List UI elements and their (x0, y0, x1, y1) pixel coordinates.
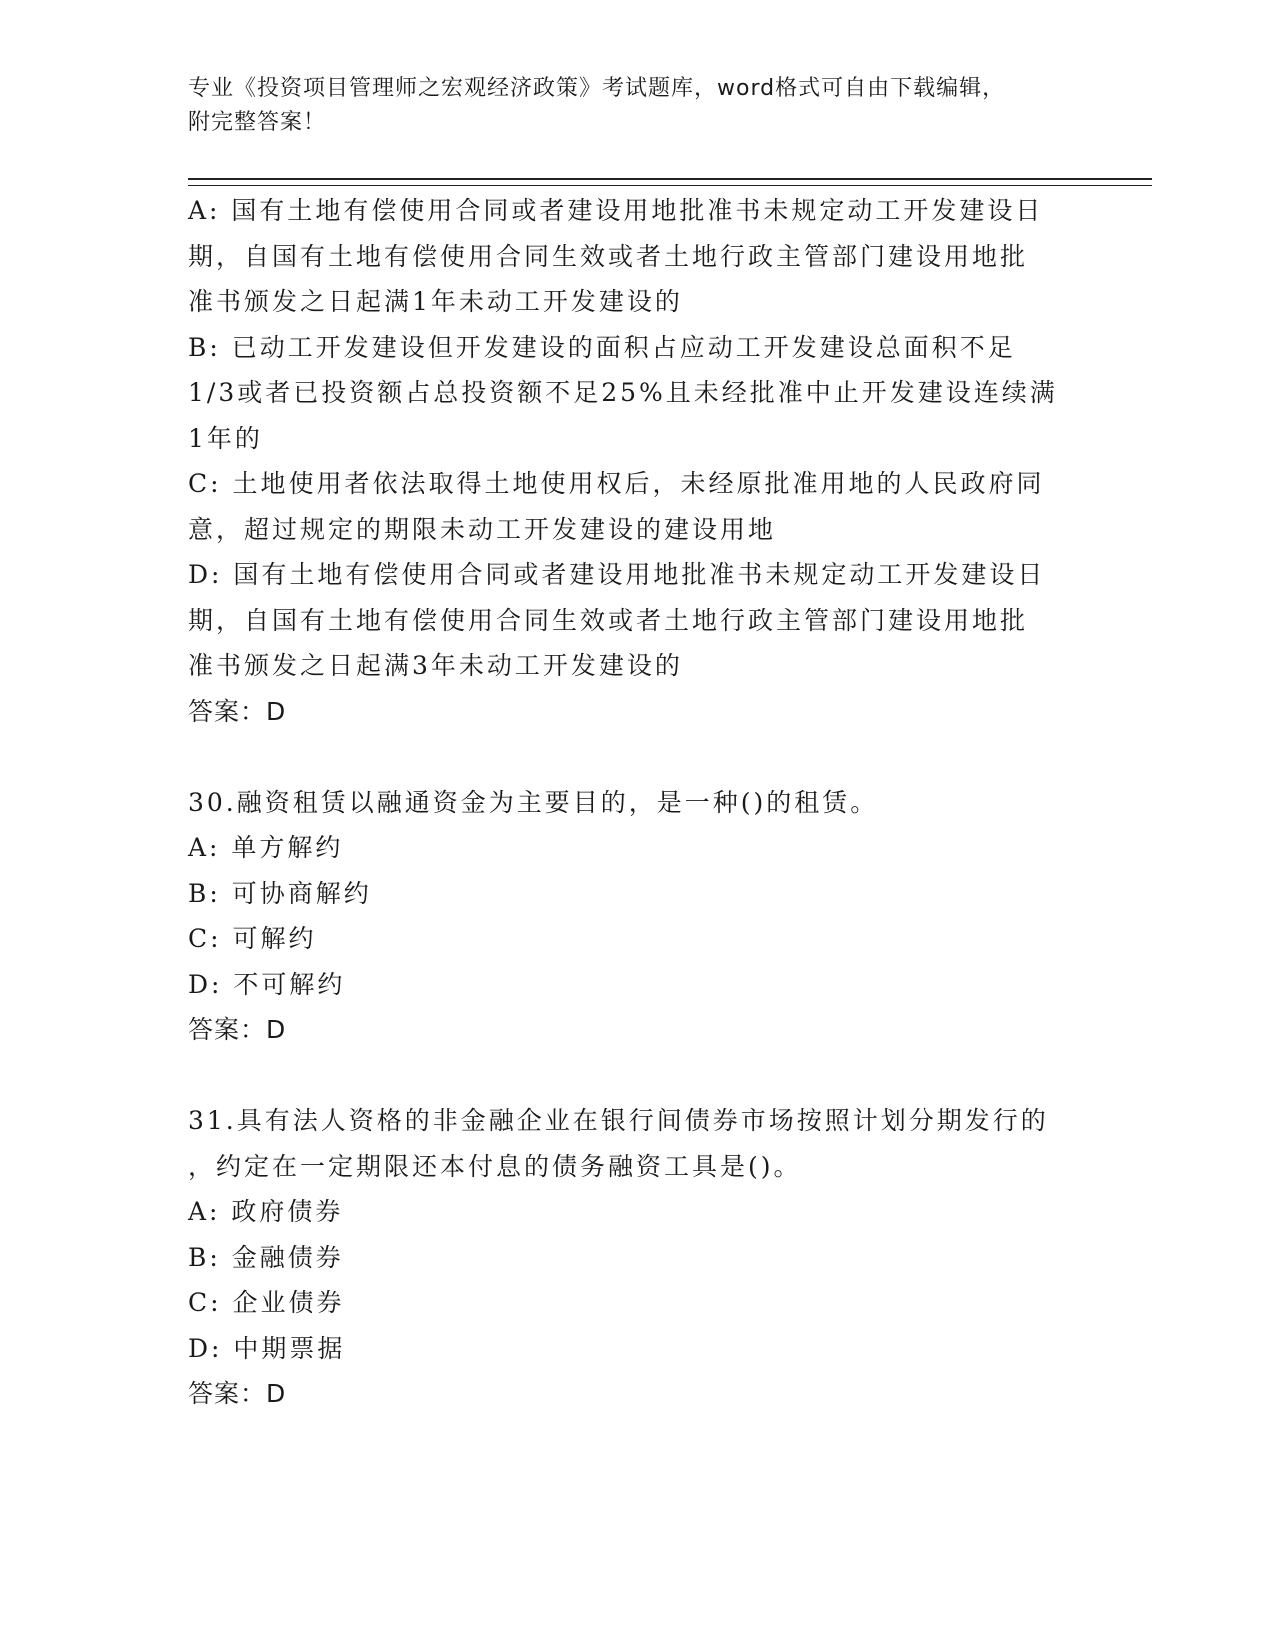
exam-content (188, 188, 1068, 1417)
answer-30: 答案：D (188, 1015, 287, 1044)
document-header (188, 72, 1068, 140)
spacer (188, 1053, 1068, 1099)
question-31-text-line-1: 31.具有法人资格的非金融企业在银行间债券市场按照计划分期发行的 (188, 1106, 1049, 1135)
option-d-line-3: 准书颁发之日起满3年未动工开发建设的 (188, 651, 683, 680)
spacer (188, 734, 1068, 780)
option-b-line-2: 1/3或者已投资额占总投资额不足25%且未经批准中止开发建设连续满 (188, 378, 1058, 407)
question-29-options (188, 188, 1068, 734)
option-b-line-1: B: 已动工开发建设但开发建设的面积占应动工开发建设总面积不足 (188, 332, 1016, 362)
option-c-line-2: 意，超过规定的期限未动工开发建设的建设用地 (188, 514, 777, 544)
question-30 (188, 780, 1068, 1053)
header-line-2: 附完整答案！ (188, 110, 327, 135)
question-31 (188, 1098, 1068, 1417)
question-31-option-b: B: 金融债券 (188, 1242, 344, 1272)
question-31-text-line-2: ，约定在一定期限还本付息的债务融资工具是()。 (188, 1151, 802, 1181)
header-line-1: 专业《投资项目管理师之宏观经济政策》考试题库，word格式可自由下载编辑， (188, 76, 1006, 101)
answer-31: 答案：D (188, 1379, 287, 1408)
question-30-option-a: A: 单方解约 (188, 833, 344, 862)
answer-29: 答案：D (188, 696, 287, 726)
option-b-line-3: 1年的 (188, 423, 263, 453)
question-30-option-d: D: 不可解约 (188, 969, 346, 999)
option-a-line-1: A: 国有土地有偿使用合同或者建设用地批准书未规定动工开发建设日 (188, 196, 1044, 225)
option-a-line-3: 准书颁发之日起满1年未动工开发建设的 (188, 287, 683, 316)
header-divider (188, 178, 1152, 186)
option-d-line-1: D: 国有土地有偿使用合同或者建设用地批准书未规定动工开发建设日 (188, 560, 1046, 589)
question-30-option-b: B: 可协商解约 (188, 878, 372, 908)
option-a-line-2: 期，自国有土地有偿使用合同生效或者土地行政主管部门建设用地批 (188, 241, 1029, 271)
option-d-line-2: 期，自国有土地有偿使用合同生效或者土地行政主管部门建设用地批 (188, 605, 1029, 635)
question-31-option-d: D: 中期票据 (188, 1333, 346, 1363)
question-31-option-c: C: 企业债券 (188, 1288, 345, 1317)
question-30-option-c: C: 可解约 (188, 924, 317, 953)
option-c-line-1: C: 土地使用者依法取得土地使用权后，未经原批准用地的人民政府同 (188, 469, 1045, 498)
question-31-option-a: A: 政府债券 (188, 1197, 344, 1226)
question-30-text: 30.融资租赁以融通资金为主要目的，是一种()的租赁。 (188, 787, 879, 817)
